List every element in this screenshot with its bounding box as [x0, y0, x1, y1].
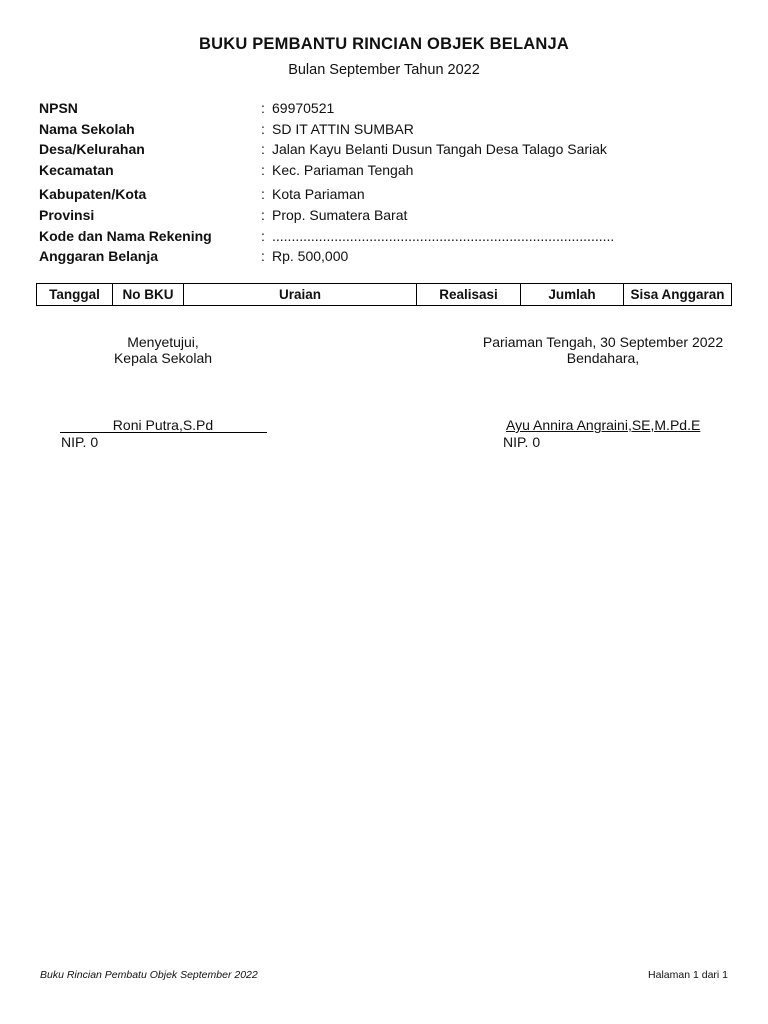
treasurer-name: Ayu Annira Angraini,SE,M.Pd.E	[506, 417, 701, 433]
column-header-tanggal: Tanggal	[37, 284, 113, 306]
info-colon: :	[261, 100, 265, 116]
headmaster-name: Roni Putra,S.Pd	[112, 417, 214, 433]
table-header-row	[37, 284, 732, 306]
approval-label: Menyetujui,	[127, 334, 199, 350]
treasurer-nip: NIP. 0	[503, 434, 541, 450]
column-header-uraian: Uraian	[184, 284, 417, 306]
info-colon: :	[261, 207, 265, 223]
info-colon: :	[261, 248, 265, 264]
column-header-no-bku: No BKU	[113, 284, 184, 306]
headmaster-signature-line	[60, 432, 267, 433]
info-value: Kec. Pariaman Tengah	[272, 162, 414, 178]
headmaster-nip: NIP. 0	[61, 434, 99, 450]
document-subtitle: Bulan September Tahun 2022	[288, 62, 480, 78]
info-value: Kota Pariaman	[272, 186, 365, 202]
headmaster-title: Kepala Sekolah	[113, 350, 213, 366]
treasurer-title: Bendahara,	[566, 350, 640, 366]
info-label: Kecamatan	[39, 162, 114, 178]
info-value: 69970521	[272, 100, 335, 116]
document-title: BUKU PEMBANTU RINCIAN OBJEK BELANJA	[198, 35, 570, 53]
info-label: Desa/Kelurahan	[39, 141, 145, 157]
column-header-realisasi: Realisasi	[417, 284, 521, 306]
info-colon: :	[261, 228, 265, 244]
place-date: Pariaman Tengah, 30 September 2022	[482, 334, 724, 350]
info-value: Prop. Sumatera Barat	[272, 207, 408, 223]
footer-document-name: Buku Rincian Pembatu Objek September 2022	[40, 969, 258, 981]
info-colon: :	[261, 162, 265, 178]
info-label: NPSN	[39, 100, 78, 116]
info-label: Anggaran Belanja	[39, 248, 159, 264]
info-value: SD IT ATTIN SUMBAR	[272, 121, 414, 137]
info-value: Rp. 500,000	[272, 248, 349, 264]
info-label: Provinsi	[39, 207, 95, 223]
column-header-sisa-anggaran: Sisa Anggaran	[624, 284, 732, 306]
info-value: ........................................................................................	[272, 228, 615, 244]
ledger-table	[36, 283, 732, 306]
info-colon: :	[261, 121, 265, 137]
info-label: Kabupaten/Kota	[39, 186, 147, 202]
info-colon: :	[261, 141, 265, 157]
info-colon: :	[261, 186, 265, 202]
info-value: Jalan Kayu Belanti Dusun Tangah Desa Talago Sariak	[272, 141, 607, 157]
info-label: Nama Sekolah	[39, 121, 135, 137]
footer-page-number: Halaman 1 dari 1	[648, 969, 728, 981]
column-header-jumlah: Jumlah	[521, 284, 624, 306]
info-label: Kode dan Nama Rekening	[39, 228, 212, 244]
